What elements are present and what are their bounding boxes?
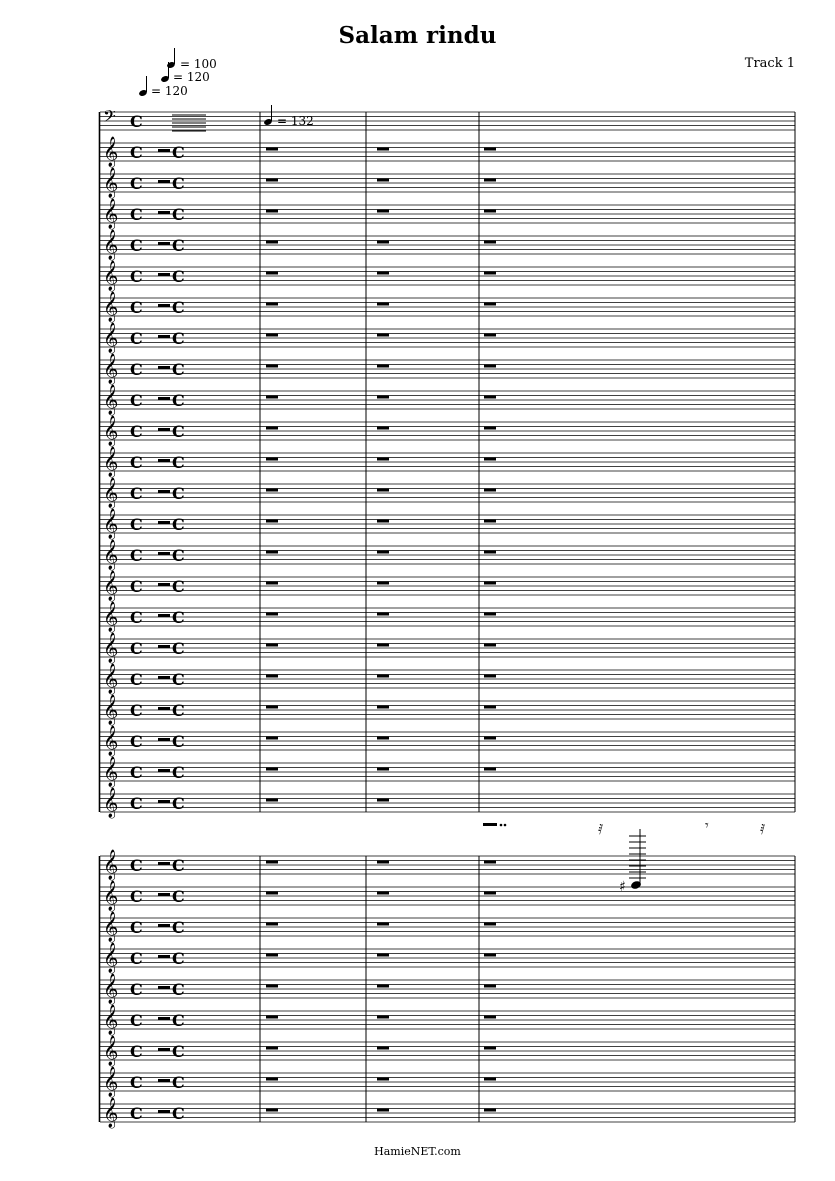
tempo-100-label: = 100 <box>180 57 217 71</box>
time-signature: C <box>130 422 143 441</box>
whole-rest <box>377 923 389 926</box>
time-signature-change: C <box>172 577 185 596</box>
whole-rest <box>377 675 389 678</box>
whole-rest <box>484 551 496 554</box>
time-signature-change: C <box>172 484 185 503</box>
time-signature: C <box>130 1011 143 1030</box>
half-rest <box>483 823 497 826</box>
time-signature: C <box>130 515 143 534</box>
whole-rest <box>158 397 170 400</box>
whole-rest <box>484 365 496 368</box>
staff-systems <box>100 106 796 1129</box>
whole-rest <box>266 706 278 709</box>
footer-credit: HamieNET.com <box>374 1145 461 1158</box>
whole-rest <box>158 924 170 927</box>
treble-clef: 𝄞 <box>103 571 119 601</box>
whole-rest <box>377 148 389 151</box>
whole-rest <box>484 644 496 647</box>
whole-rest <box>158 676 170 679</box>
time-signature-change: C <box>172 639 185 658</box>
whole-rest <box>484 334 496 337</box>
whole-rest <box>377 613 389 616</box>
staff <box>100 229 795 261</box>
time-signature-change: C <box>172 360 185 379</box>
whole-rest <box>377 272 389 275</box>
time-signature: C <box>130 1042 143 1061</box>
whole-rest <box>266 892 278 895</box>
low-note-with-ledger-lines <box>619 829 646 895</box>
whole-rest <box>158 738 170 741</box>
staff <box>100 353 795 385</box>
whole-rest <box>266 985 278 988</box>
time-signature: C <box>130 608 143 627</box>
treble-clef: 𝄞 <box>103 695 119 725</box>
rest-dot <box>504 824 507 827</box>
time-signature: C <box>130 980 143 999</box>
time-signature-change: C <box>172 546 185 565</box>
time-signature-change: C <box>172 1042 185 1061</box>
whole-rest <box>158 366 170 369</box>
whole-rest <box>377 1047 389 1050</box>
whole-rest <box>484 210 496 213</box>
treble-clef: 𝄞 <box>103 1067 119 1097</box>
whole-rest <box>377 458 389 461</box>
time-signature-change: C <box>172 980 185 999</box>
time-signature: C <box>130 918 143 937</box>
whole-rest <box>158 614 170 617</box>
time-signature: C <box>130 732 143 751</box>
whole-rest <box>377 768 389 771</box>
treble-clef: 𝄞 <box>103 230 119 260</box>
whole-rest <box>266 644 278 647</box>
tempo-120a-label: = 120 <box>173 70 210 84</box>
whole-rest <box>484 303 496 306</box>
time-signature: C <box>130 639 143 658</box>
time-signature-change: C <box>172 236 185 255</box>
time-signature: C <box>130 360 143 379</box>
whole-rest <box>266 768 278 771</box>
staff <box>100 136 795 168</box>
time-signature: C <box>130 453 143 472</box>
time-signature: C <box>130 1073 143 1092</box>
sharp-accidental: ♯ <box>619 879 626 895</box>
staff <box>100 880 795 912</box>
final-measure-rests <box>483 818 765 895</box>
whole-rest <box>266 582 278 585</box>
whole-rest <box>484 892 496 895</box>
whole-rest <box>266 1078 278 1081</box>
treble-clef: 𝄞 <box>103 633 119 663</box>
time-signature-change: C <box>172 794 185 813</box>
time-signature: C <box>130 484 143 503</box>
staff <box>100 787 795 819</box>
staff <box>100 725 795 757</box>
time-signature: C <box>130 298 143 317</box>
staff <box>100 384 795 416</box>
time-signature-change: C <box>172 515 185 534</box>
whole-rest <box>266 489 278 492</box>
time-signature: C <box>130 887 143 906</box>
whole-rest <box>158 180 170 183</box>
time-signature: C <box>130 701 143 720</box>
whole-rest <box>377 210 389 213</box>
whole-rest <box>484 396 496 399</box>
staff <box>100 198 795 230</box>
whole-rest <box>484 148 496 151</box>
time-signature-change: C <box>172 143 185 162</box>
treble-clef: 𝄞 <box>103 602 119 632</box>
whole-rest <box>266 148 278 151</box>
whole-rest <box>266 210 278 213</box>
whole-rest <box>377 241 389 244</box>
whole-rest <box>377 706 389 709</box>
time-signature: C <box>130 112 143 131</box>
treble-clef: 𝄞 <box>103 881 119 911</box>
whole-rest <box>266 613 278 616</box>
whole-rest <box>158 800 170 803</box>
whole-rest <box>484 768 496 771</box>
whole-rest <box>158 273 170 276</box>
whole-rest <box>484 675 496 678</box>
staff <box>100 446 795 478</box>
time-signature: C <box>130 236 143 255</box>
whole-rest <box>158 707 170 710</box>
instrument-name: Track 1 <box>744 56 795 71</box>
tempo-120b-label: = 120 <box>151 84 188 98</box>
treble-clef: 𝄞 <box>103 757 119 787</box>
whole-rest <box>484 272 496 275</box>
staff <box>100 539 795 571</box>
whole-rest <box>266 179 278 182</box>
staff <box>100 601 795 633</box>
time-signature: C <box>130 143 143 162</box>
time-signature-change: C <box>172 453 185 472</box>
whole-rest <box>266 1047 278 1050</box>
whole-rest <box>377 179 389 182</box>
staff <box>100 260 795 292</box>
whole-rest <box>158 645 170 648</box>
staff <box>100 291 795 323</box>
time-signature-change: C <box>172 422 185 441</box>
whole-rest <box>484 613 496 616</box>
time-signature: C <box>130 205 143 224</box>
whole-rest <box>266 861 278 864</box>
staff <box>100 756 795 788</box>
whole-rest <box>377 489 389 492</box>
time-signature: C <box>130 174 143 193</box>
time-signature: C <box>130 763 143 782</box>
staff <box>100 632 795 664</box>
treble-clef: 𝄞 <box>103 1098 119 1128</box>
whole-rest <box>377 861 389 864</box>
time-signature: C <box>130 856 143 875</box>
whole-rest <box>377 737 389 740</box>
whole-rest <box>158 242 170 245</box>
time-signature: C <box>130 794 143 813</box>
time-signature: C <box>130 949 143 968</box>
whole-rest <box>158 552 170 555</box>
whole-rest <box>377 520 389 523</box>
time-signature: C <box>130 577 143 596</box>
eighth-rest: 𝄾 <box>705 818 709 834</box>
system-1 <box>100 106 796 819</box>
treble-clef: 𝄞 <box>103 1005 119 1035</box>
time-signature-change: C <box>172 608 185 627</box>
whole-rest <box>377 644 389 647</box>
time-signature: C <box>130 391 143 410</box>
treble-clef: 𝄞 <box>103 354 119 384</box>
time-signature-change: C <box>172 701 185 720</box>
whole-rest <box>158 986 170 989</box>
treble-clef: 𝄞 <box>103 509 119 539</box>
staff <box>100 663 795 695</box>
tempo-132-label: = 132 <box>277 114 314 128</box>
whole-rest <box>266 923 278 926</box>
time-signature-change: C <box>172 949 185 968</box>
thirty-second-rest: 𝅀 <box>760 822 766 838</box>
whole-rest <box>377 799 389 802</box>
treble-clef: 𝄞 <box>103 261 119 291</box>
staff <box>100 477 795 509</box>
treble-clef: 𝄞 <box>103 788 119 818</box>
whole-rest <box>377 396 389 399</box>
treble-clef: 𝄞 <box>103 323 119 353</box>
time-signature-change: C <box>172 1011 185 1030</box>
treble-clef: 𝄞 <box>103 850 119 880</box>
whole-rest <box>377 954 389 957</box>
whole-rest <box>266 799 278 802</box>
whole-rest <box>158 583 170 586</box>
treble-clef: 𝄞 <box>103 385 119 415</box>
whole-rest <box>377 365 389 368</box>
whole-rest <box>377 427 389 430</box>
whole-rest <box>484 582 496 585</box>
whole-rest <box>266 1016 278 1019</box>
time-signature-change: C <box>172 732 185 751</box>
whole-rest <box>158 521 170 524</box>
whole-rest <box>266 551 278 554</box>
whole-rest <box>484 1016 496 1019</box>
treble-clef: 𝄞 <box>103 168 119 198</box>
whole-rest <box>266 365 278 368</box>
time-signature-change: C <box>172 298 185 317</box>
time-signature-change: C <box>172 267 185 286</box>
tempo-mark-100 <box>166 48 216 71</box>
score-title: Salam rindu <box>338 22 497 49</box>
whole-rest <box>484 1109 496 1112</box>
staff <box>100 942 795 974</box>
whole-rest <box>158 149 170 152</box>
time-signature: C <box>130 1104 143 1123</box>
bass-clef: 𝄢 <box>103 106 116 130</box>
whole-rest <box>266 737 278 740</box>
system-2 <box>100 849 796 1129</box>
whole-rest <box>158 1048 170 1051</box>
staff <box>100 1035 795 1067</box>
treble-clef: 𝄞 <box>103 974 119 1004</box>
whole-rest <box>484 458 496 461</box>
whole-rest <box>484 737 496 740</box>
whole-rest <box>484 1078 496 1081</box>
ledger-lines-top <box>172 115 206 131</box>
treble-clef: 𝄞 <box>103 1036 119 1066</box>
staff <box>100 694 795 726</box>
whole-rest <box>266 303 278 306</box>
whole-rest <box>484 427 496 430</box>
whole-rest <box>377 1078 389 1081</box>
time-signature-change: C <box>172 763 185 782</box>
staff <box>100 570 795 602</box>
whole-rest <box>266 458 278 461</box>
staff <box>100 1066 795 1098</box>
whole-rest <box>158 428 170 431</box>
whole-rest <box>158 304 170 307</box>
time-signature-change: C <box>172 329 185 348</box>
whole-rest <box>158 459 170 462</box>
whole-rest <box>377 985 389 988</box>
whole-rest <box>158 335 170 338</box>
whole-rest <box>377 334 389 337</box>
treble-clef: 𝄞 <box>103 137 119 167</box>
whole-rest <box>484 985 496 988</box>
whole-rest <box>484 706 496 709</box>
whole-rest <box>266 954 278 957</box>
staff <box>100 911 795 943</box>
whole-rest <box>377 1109 389 1112</box>
whole-rest <box>484 179 496 182</box>
whole-rest <box>484 954 496 957</box>
time-signature-change: C <box>172 1104 185 1123</box>
whole-rest <box>377 551 389 554</box>
time-signature-change: C <box>172 670 185 689</box>
time-signature-change: C <box>172 887 185 906</box>
whole-rest <box>158 211 170 214</box>
whole-rest <box>377 892 389 895</box>
rest-dot <box>500 824 503 827</box>
treble-clef: 𝄞 <box>103 726 119 756</box>
whole-rest <box>266 427 278 430</box>
whole-rest <box>158 490 170 493</box>
whole-rest <box>484 861 496 864</box>
whole-rest <box>158 1017 170 1020</box>
whole-rest <box>158 769 170 772</box>
staff <box>100 973 795 1005</box>
time-signature: C <box>130 546 143 565</box>
treble-clef: 𝄞 <box>103 540 119 570</box>
time-signature-change: C <box>172 1073 185 1092</box>
time-signature: C <box>130 670 143 689</box>
staff <box>100 508 795 540</box>
time-signature-change: C <box>172 205 185 224</box>
staff <box>100 322 795 354</box>
whole-rest <box>266 272 278 275</box>
whole-rest <box>266 241 278 244</box>
time-signature-change: C <box>172 856 185 875</box>
treble-clef: 𝄞 <box>103 292 119 322</box>
treble-clef: 𝄞 <box>103 416 119 446</box>
treble-clef: 𝄞 <box>103 912 119 942</box>
thirty-second-rest: 𝅀 <box>598 822 604 838</box>
whole-rest <box>158 1079 170 1082</box>
whole-rest <box>484 923 496 926</box>
whole-rest <box>266 520 278 523</box>
whole-rest <box>158 955 170 958</box>
whole-rest <box>377 303 389 306</box>
staff <box>100 849 795 881</box>
time-signature: C <box>130 267 143 286</box>
time-signature-change: C <box>172 174 185 193</box>
time-signature: C <box>130 329 143 348</box>
whole-rest <box>158 862 170 865</box>
whole-rest <box>377 582 389 585</box>
staff <box>100 167 795 199</box>
whole-rest <box>158 893 170 896</box>
treble-clef: 𝄞 <box>103 664 119 694</box>
whole-rest <box>484 520 496 523</box>
whole-rest <box>266 334 278 337</box>
whole-rest <box>377 1016 389 1019</box>
whole-rest <box>484 489 496 492</box>
whole-rest <box>266 396 278 399</box>
treble-clef: 𝄞 <box>103 447 119 477</box>
time-signature-change: C <box>172 391 185 410</box>
staff <box>100 1004 795 1036</box>
treble-clef: 𝄞 <box>103 943 119 973</box>
whole-rest <box>266 675 278 678</box>
whole-rest <box>484 241 496 244</box>
staff <box>100 415 795 447</box>
whole-rest <box>266 1109 278 1112</box>
time-signature-change: C <box>172 918 185 937</box>
whole-rest <box>484 1047 496 1050</box>
treble-clef: 𝄞 <box>103 478 119 508</box>
staff <box>100 1097 795 1129</box>
whole-rest <box>158 1110 170 1113</box>
treble-clef: 𝄞 <box>103 199 119 229</box>
